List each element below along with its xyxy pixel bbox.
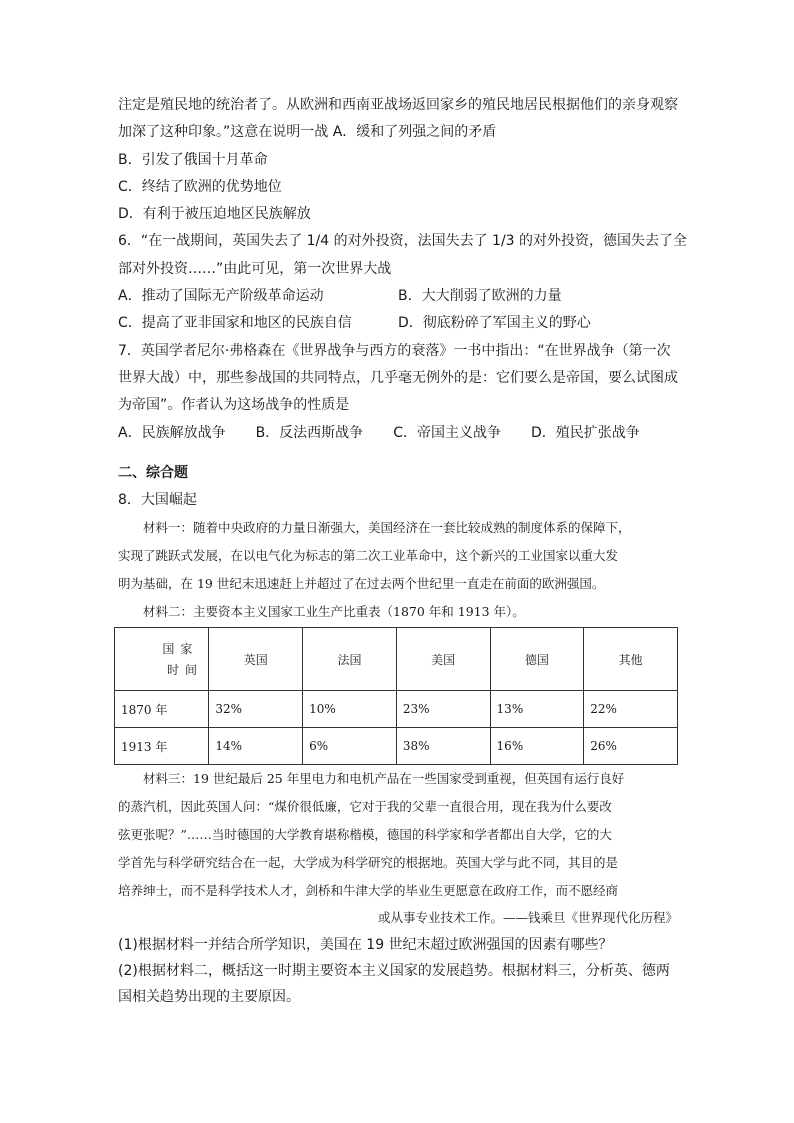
table-cell: 32% bbox=[209, 691, 303, 728]
question-6 bbox=[118, 228, 688, 337]
row-year: 1870 年 bbox=[115, 691, 209, 728]
table-corner-cell bbox=[115, 628, 209, 691]
material-line: 弦更张呢？”……当时德国的大学教育堪称楷模，德国的科学家和学者都出自大学，它的大 bbox=[118, 826, 612, 842]
option-b: B．引发了俄国十月革命 bbox=[118, 151, 268, 168]
option-b: B．大大削弱了欧洲的力量 bbox=[398, 288, 562, 305]
option-d: D．有利于被压迫地区民族解放 bbox=[118, 206, 311, 223]
table-row bbox=[115, 728, 678, 765]
intro-block bbox=[118, 92, 678, 228]
question-line: 6．“在一战期间，英国失去了 1/4 的对外投资，法国失去了 1/3 的对外投资，德国失去了全 bbox=[118, 233, 688, 250]
material-2-title: 材料二：主要资本主义国家工业生产比重表（1870 年和 1913 年）。 bbox=[143, 603, 525, 619]
option-a: A．推动了国际无产阶级革命运动 bbox=[118, 288, 324, 305]
sub-question-2: (2)根据材料二，概括这一时期主要资本主义国家的发展趋势。根据材料三，分析英、德两 bbox=[118, 963, 670, 980]
material-line: 材料三：19 世纪最后 25 年里电力和电机产品在一些国家受到重视，但英国有运行良好 bbox=[143, 771, 625, 787]
section-title: 二、综合题 bbox=[118, 464, 188, 481]
column-header: 美国 bbox=[396, 628, 490, 691]
option-c: C．提高了亚非国家和地区的民族自信 bbox=[118, 315, 352, 332]
option-a: A．民族解放战争 bbox=[118, 424, 226, 441]
sub-question-1: (1)根据材料一并结合所学知识，美国在 19 世纪末超过欧洲强国的因素有哪些？ bbox=[118, 937, 613, 954]
material-line: 培养绅士，而不是科学技术人才，剑桥和牛津大学的毕业生更愿意在政府工作，而不愿经商 bbox=[118, 882, 619, 898]
question-line: 部对外投资……”由此可见，第一次世界大战 bbox=[118, 260, 392, 277]
column-header: 英国 bbox=[209, 628, 303, 691]
table-cell: 23% bbox=[396, 691, 490, 728]
option-c: C．帝国主义战争 bbox=[393, 424, 501, 441]
row-year: 1913 年 bbox=[115, 728, 209, 765]
table-cell: 6% bbox=[303, 728, 397, 765]
corner-label-time: 时间 bbox=[167, 663, 204, 678]
table-cell: 14% bbox=[209, 728, 303, 765]
column-header: 法国 bbox=[303, 628, 397, 691]
material-line: 的蒸汽机，因此英国人问：“煤价很低廉，它对于我的父辈一直很合用，现在我为什么要改 bbox=[118, 799, 612, 815]
table-cell: 38% bbox=[396, 728, 490, 765]
question-7 bbox=[118, 338, 678, 447]
question-line: 世界大战）中，那些参战国的共同特点，几乎毫无例外的是：它们要么是帝国，要么试图成 bbox=[118, 369, 678, 386]
sub-questions bbox=[118, 932, 678, 1010]
option-c: C．终结了欧洲的优势地位 bbox=[118, 178, 282, 195]
material-line: 学首先与科学研究结合在一起，大学成为科学研究的根据地。英国大学与此不同，其目的是 bbox=[118, 854, 619, 870]
material-line: 材料一：随着中央政府的力量日渐强大，美国经济在一套比较成熟的制度体系的保障下， bbox=[143, 520, 631, 536]
corner-label-country: 国家 bbox=[162, 642, 199, 657]
option-d: D．殖民扩张战争 bbox=[530, 424, 640, 441]
sub-question-2-cont: 国相关趋势出现的主要原因。 bbox=[118, 989, 300, 1006]
exam-page bbox=[118, 92, 688, 1010]
table-row bbox=[115, 691, 678, 728]
text-line: 注定是殖民地的统治者了。从欧洲和西南亚战场返回家乡的殖民地居民根据他们的亲身观察 bbox=[118, 97, 678, 113]
option-row bbox=[118, 420, 678, 447]
table-cell: 10% bbox=[303, 691, 397, 728]
table-header-row bbox=[115, 628, 678, 691]
industry-share-table bbox=[114, 627, 678, 765]
column-header: 其他 bbox=[584, 628, 678, 691]
text-line: 加深了这种印象。”这意在说明一战 A．缓和了列强之间的矛盾 bbox=[118, 124, 497, 141]
table-cell: 13% bbox=[490, 691, 584, 728]
table-cell: 26% bbox=[584, 728, 678, 765]
material-line: 明为基础，在 19 世纪末迅速赶上并超过了在过去两个世纪里一直走在前面的欧洲强国。 bbox=[118, 575, 605, 591]
table-cell: 16% bbox=[490, 728, 584, 765]
option-row bbox=[118, 283, 678, 310]
material-source: 或从事专业技术工作。——钱乘旦《世界现代化历程》 bbox=[377, 910, 678, 926]
question-line: 为帝国”。作者认为这场战争的性质是 bbox=[118, 397, 350, 414]
question-8-title: 8．大国崛起 bbox=[118, 491, 197, 508]
question-line: 7．英国学者尼尔·弗格森在《世界战争与西方的衰落》一书中指出：“在世界战争（第一次 bbox=[118, 342, 671, 359]
material-1 bbox=[118, 514, 678, 625]
material-3 bbox=[118, 765, 678, 932]
material-line: 实现了跳跃式发展，在以电气化为标志的第二次工业革命中，这个新兴的工业国家以重大发 bbox=[118, 547, 619, 563]
column-header: 德国 bbox=[490, 628, 584, 691]
option-row bbox=[118, 310, 678, 337]
option-b: B．反法西斯战争 bbox=[255, 424, 364, 441]
option-d: D．彻底粉碎了军国主义的野心 bbox=[398, 315, 591, 332]
table-cell: 22% bbox=[584, 691, 678, 728]
